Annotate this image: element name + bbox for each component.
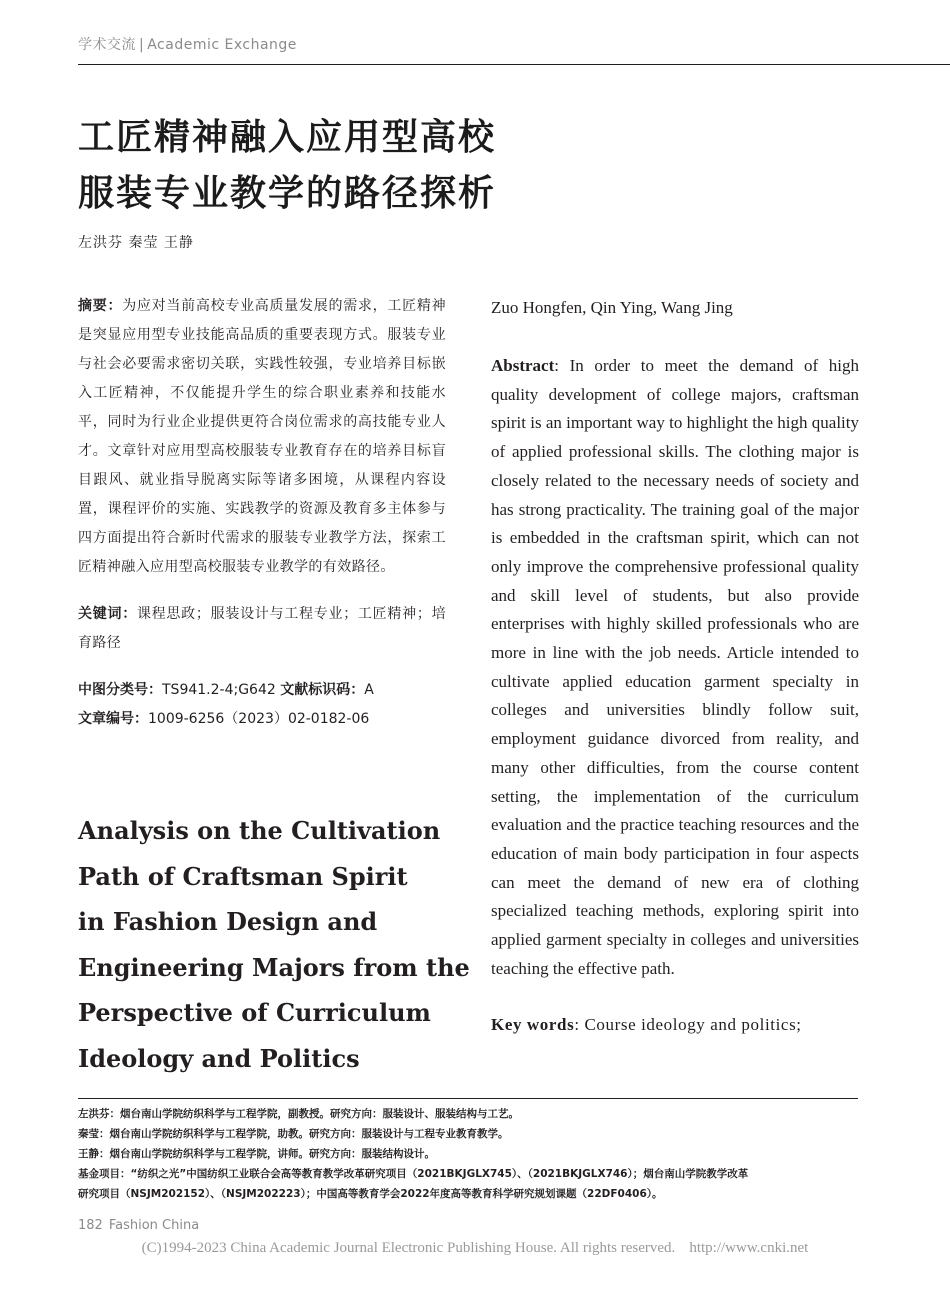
- running-head: [78, 34, 297, 54]
- abstract-zh: [78, 292, 446, 582]
- abstract-en-text: : In order to meet the demand of high quality development of college majors, craftsman spirit is an important way to highlight the high quality of applied professional skills. The clothing major is closely related to the necessary needs of society and has strong practicality. The training goal of the major is embedded in the craftsman spirit, which can not only improve the comprehensive professional quality and skill level of students, but also provide enterprises with highly skilled professionals who are more in line with the job needs. Article intended to cultivate applied education garment specialty in colleges and universities blindly follow suit, employment guidance divorced from reality, and many other difficulties, from the course content setting, the implementation of the curriculum evaluation and the practice teaching resources and the education of main body participation in four aspects can meet the demand of new era of clothing specialized teaching methods, exploring spirit into applied garment specialty in colleges and universities teaching the effective path.: [491, 356, 859, 978]
- copyright-text: (C)1994-2023 China Academic Journal Electronic Publishing House. All rights reserved.: [141, 1240, 676, 1256]
- copyright-line: [0, 1240, 950, 1257]
- page-footer: [78, 1218, 199, 1233]
- left-column: [78, 292, 446, 734]
- footnotes: [78, 1104, 868, 1204]
- header-rule: [78, 64, 950, 65]
- keywords-en: [491, 1011, 859, 1039]
- journal-name: Fashion China: [108, 1218, 200, 1233]
- footnote-funding-2: 研究项目（NSJM202152）、（NSJM202223）；中国高等教育学会2022年度高等教育科学研究规划课题（22DF0406）。: [78, 1188, 663, 1200]
- title-en-line-3: in Fashion Design and: [78, 907, 378, 936]
- right-column: [491, 294, 859, 1056]
- authors-en: Zuo Hongfen, Qin Ying, Wang Jing: [491, 298, 733, 317]
- title-en-line-2: Path of Craftsman Spirit: [78, 861, 408, 891]
- section-label-zh: 学术交流: [78, 37, 136, 53]
- article-number-label: 文章编号：: [78, 711, 148, 727]
- keywords-en-label: Key words: [491, 1015, 575, 1035]
- classification-line-2: [78, 705, 446, 734]
- footnote-author-3: 王静：烟台南山学院纺织科学与工程学院，讲师。研究方向：服装结构设计。: [78, 1148, 435, 1160]
- section-separator: |: [139, 37, 145, 53]
- clc-value: TS941.2-4;G642: [162, 682, 276, 698]
- section-label-en: Academic Exchange: [147, 37, 297, 53]
- doc-code-value: A: [364, 682, 374, 698]
- footnote-author-1: 左洪芬：烟台南山学院纺织科学与工程学院，副教授。研究方向：服装设计、服装结构与工艺。: [78, 1108, 519, 1120]
- title-en-line-1: Analysis on the Cultivation: [78, 816, 441, 845]
- abstract-en-label: Abstract: [491, 356, 555, 375]
- classification-block: [78, 676, 446, 734]
- abstract-zh-text: 为应对当前高校专业高质量发展的需求，工匠精神是突显应用型专业技能高品质的重要表现方式。服装专业与社会必要需求密切关联，实践性较强，专业培养目标嵌入工匠精神，不仅能提升学生的综合职业素养和技能水平，同时为行业企业提供更符合岗位需求的高技能专业人才。文章针对应用型高校服装专业教育存在的培养目标盲目跟风、就业指导脱离实际等诸多困境，从课程内容设置，课程评价的实施、实践教学的资源及教育多主体参与四方面提出符合新时代需求的服装专业教学方法，探索工匠精神融入应用型高校服装专业教学的有效路径。: [78, 298, 446, 575]
- article-title-zh: [78, 110, 698, 222]
- title-zh-line-2: 服装专业教学的路径探析: [78, 173, 497, 214]
- keywords-zh-text: 课程思政；服装设计与工程专业；工匠精神；培育路径: [78, 606, 446, 651]
- keywords-en-text: : Course ideology and politics;: [574, 1015, 802, 1035]
- keywords-zh-label: 关键词：: [78, 606, 137, 622]
- title-en-line-4: Engineering Majors from the: [78, 952, 470, 982]
- classification-line-1: [78, 676, 446, 705]
- keywords-zh: [78, 600, 446, 658]
- footnote-funding-1: 基金项目：“纺织之光”中国纺织工业联合会高等教育教学改革研究项目（2021BKJGLX745）、（2021BKJGLX746）；烟台南山学院教学改革: [78, 1168, 749, 1180]
- title-en-line-5: Perspective of Curriculum: [78, 998, 431, 1027]
- page-number: 182: [78, 1218, 103, 1233]
- footnote-author-2: 秦莹：烟台南山学院纺织科学与工程学院，助教。研究方向：服装设计与工程专业教育教学。: [78, 1128, 509, 1140]
- doc-code-label: 文献标识码：: [280, 682, 365, 698]
- title-zh-line-1: 工匠精神融入应用型高校: [78, 117, 497, 158]
- abstract-zh-label: 摘要：: [78, 298, 123, 314]
- abstract-en: [491, 352, 859, 983]
- footnote-rule: [78, 1098, 858, 1099]
- clc-label: 中图分类号：: [78, 682, 162, 698]
- authors-zh: 左洪芬 秦莹 王静: [78, 235, 194, 251]
- cnki-url: http://www.cnki.net: [689, 1240, 809, 1256]
- title-en-line-6: Ideology and Politics: [78, 1043, 360, 1073]
- article-number-value: 1009-6256（2023）02-0182-06: [148, 711, 370, 727]
- article-title-en: [78, 808, 468, 1081]
